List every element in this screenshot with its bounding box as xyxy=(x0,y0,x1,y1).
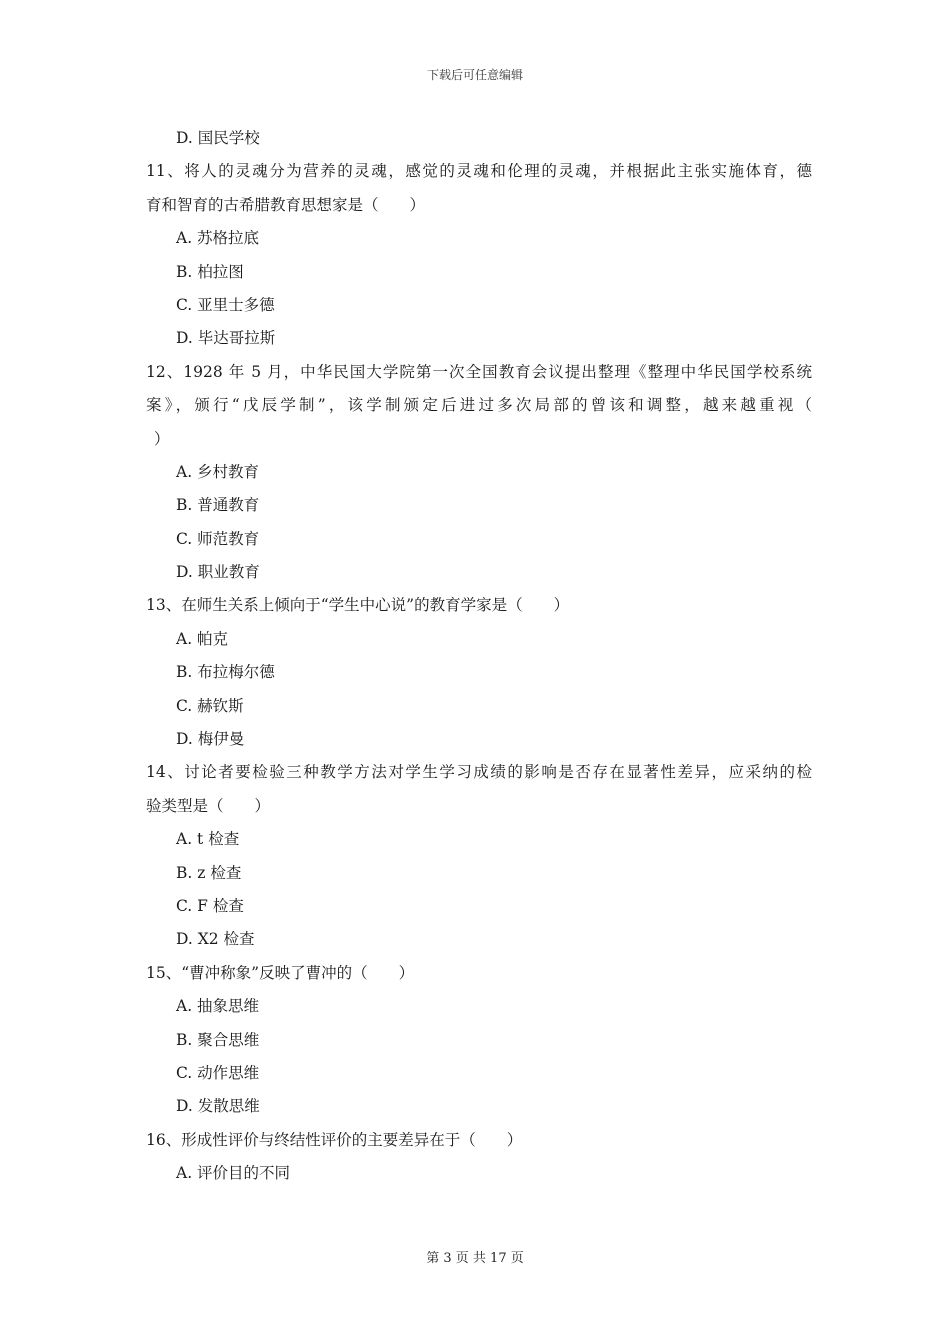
option-a: A. 乡村教育 xyxy=(176,462,260,481)
question-text-line: 验类型是（ ） xyxy=(146,796,271,815)
option-c: C. 亚里士多德 xyxy=(176,295,275,314)
option-d: D. 发散思维 xyxy=(176,1097,260,1116)
question-12 xyxy=(146,356,812,590)
option-c: C. F 检查 xyxy=(176,896,244,915)
question-text-line: ） xyxy=(154,429,170,448)
option-c: C. 赫钦斯 xyxy=(176,696,244,715)
option-c: C. 动作思维 xyxy=(176,1063,260,1082)
question-text-line: 13、在师生关系上倾向于“学生中心说”的教育学家是（ ） xyxy=(146,596,570,615)
question-16 xyxy=(146,1124,812,1191)
option-b: B. z 检查 xyxy=(176,863,242,882)
option-a: A. 苏格拉底 xyxy=(176,229,260,248)
page-header: 下载后可任意编辑 xyxy=(426,68,523,82)
question-text-line: 16、形成性评价与终结性评价的主要差异在于（ ） xyxy=(146,1130,523,1149)
question-11 xyxy=(146,155,812,355)
option-a: A. 评价目的不同 xyxy=(176,1164,291,1183)
option-b: B. 聚合思维 xyxy=(176,1030,260,1049)
option-a: A. 帕克 xyxy=(176,629,229,648)
question-text-line: 14、讨论者要检验三种教学方法对学生学习成绩的影响是否存在显著性差异，应采纳的检 xyxy=(146,763,812,782)
option-b: B. 普通教育 xyxy=(176,496,260,515)
option-b: B. 柏拉图 xyxy=(176,262,244,281)
option-a: A. t 检查 xyxy=(176,830,240,849)
option-prev-d: D. 国民学校 xyxy=(176,129,260,147)
option-a: A. 抽象思维 xyxy=(176,997,260,1016)
option-c: C. 师范教育 xyxy=(176,529,260,548)
page-content xyxy=(146,122,812,1191)
page-footer: 第 3 页 共 17 页 xyxy=(426,1251,524,1266)
question-text-line: 育和智育的古希腊教育思想家是（ ） xyxy=(146,195,426,214)
question-14 xyxy=(146,756,812,956)
option-d: D. 职业教育 xyxy=(176,563,260,582)
option-d: D. 梅伊曼 xyxy=(176,730,245,749)
question-text-line: 案》，颁行“戊辰学制”，该学制颁定后进过多次局部的曾该和调整，越来越重视（ xyxy=(146,396,812,415)
question-text-line: 11、将人的灵魂分为营养的灵魂，感觉的灵魂和伦理的灵魂，并根据此主张实施体育，德 xyxy=(146,162,812,181)
question-15 xyxy=(146,957,812,1124)
option-d: D. 毕达哥拉斯 xyxy=(176,329,276,348)
question-text-line: 12、1928 年 5 月，中华民国大学院第一次全国教育会议提出整理《整理中华民国学校系统 xyxy=(146,362,812,381)
question-13 xyxy=(146,589,812,756)
question-text-line: 15、“曹冲称象”反映了曹冲的（ ） xyxy=(146,963,415,982)
option-d: D. X2 检查 xyxy=(176,930,255,949)
option-b: B. 布拉梅尔德 xyxy=(176,663,275,682)
